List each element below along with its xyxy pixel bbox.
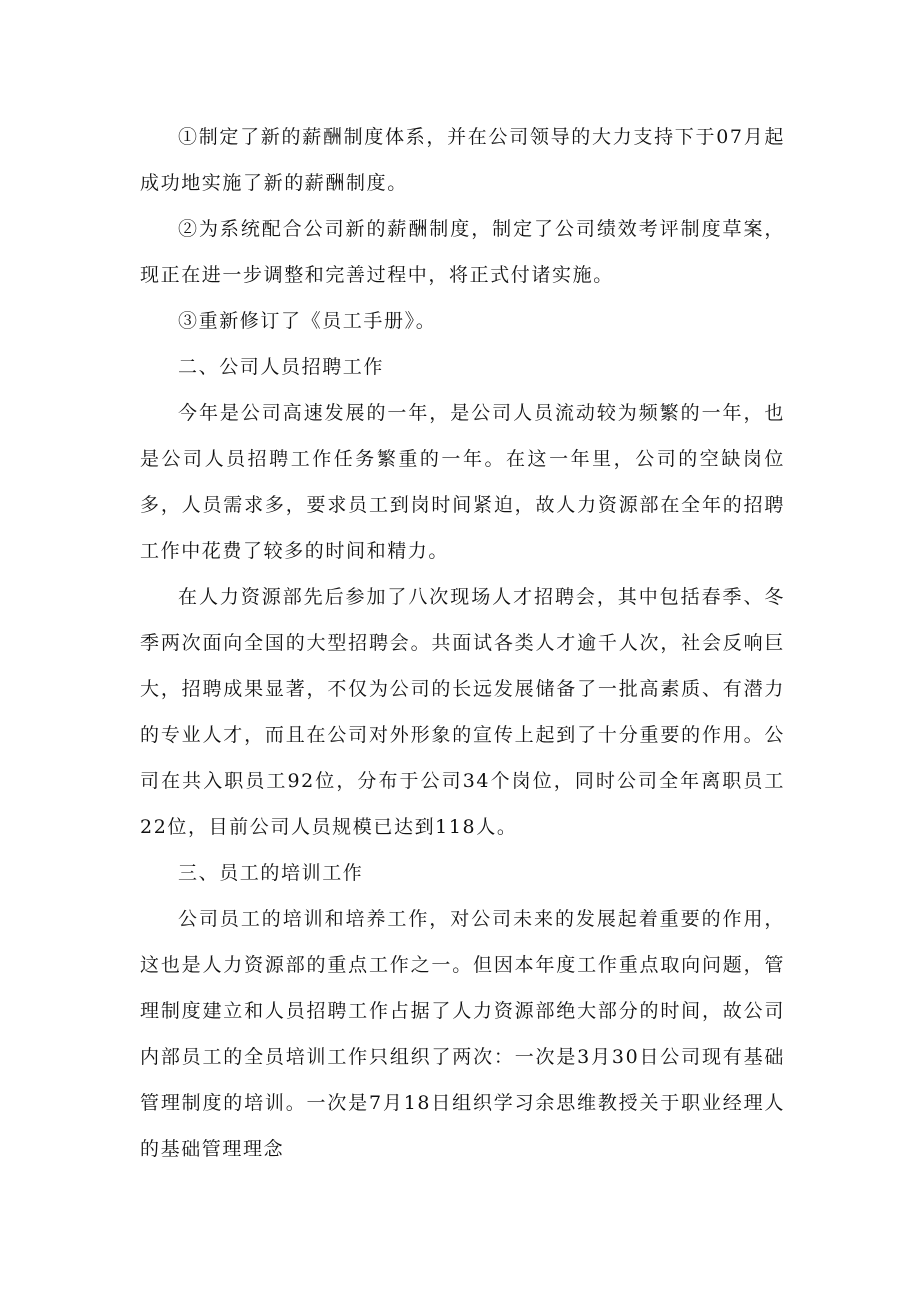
- paragraph-employee-handbook: ③重新修订了《员工手册》。: [178, 310, 437, 332]
- paragraph-salary-system: ①制定了新的薪酬制度体系，并在公司领导的大力支持下于07月起成功地实施了新的薪酬制度。: [140, 126, 785, 194]
- section-heading-training: 三、员工的培训工作: [178, 862, 364, 884]
- document-body: [140, 114, 785, 1172]
- paragraph-training: 公司员工的培训和培养工作，对公司未来的发展起着重要的作用，这也是人力资源部的重点工作之一。但因本年度工作重点取向问题，管理制度建立和人员招聘工作占据了人力资源部绝大部分的时间，故公司内部员工的全员培训工作只组织了两次：一次是3月30日公司现有基础管理制度的培训。一次是7月18日组织学习余思维教授关于职业经理人的基础管理理念: [140, 908, 785, 1160]
- paragraph-performance-draft: ②为系统配合公司新的薪酬制度，制定了公司绩效考评制度草案，现正在进一步调整和完善过程中，将正式付诸实施。: [140, 218, 785, 286]
- paragraph-recruitment-overview: 今年是公司高速发展的一年，是公司人员流动较为频繁的一年，也是公司人员招聘工作任务繁重的一年。在这一年里，公司的空缺岗位多，人员需求多，要求员工到岗时间紧迫，故人力资源部在全年的招聘工作中花费了较多的时间和精力。: [140, 402, 785, 562]
- section-heading-recruitment: 二、公司人员招聘工作: [178, 356, 385, 378]
- paragraph-recruitment-results: 在人力资源部先后参加了八次现场人才招聘会，其中包括春季、冬季两次面向全国的大型招聘会。共面试各类人才逾千人次，社会反响巨大，招聘成果显著，不仅为公司的长远发展储备了一批高素质、有潜力的专业人才，而且在公司对外形象的宣传上起到了十分重要的作用。公司在共入职员工92位，分布于公司34个岗位，同时公司全年离职员工22位，目前公司人员规模已达到118人。: [140, 586, 785, 838]
